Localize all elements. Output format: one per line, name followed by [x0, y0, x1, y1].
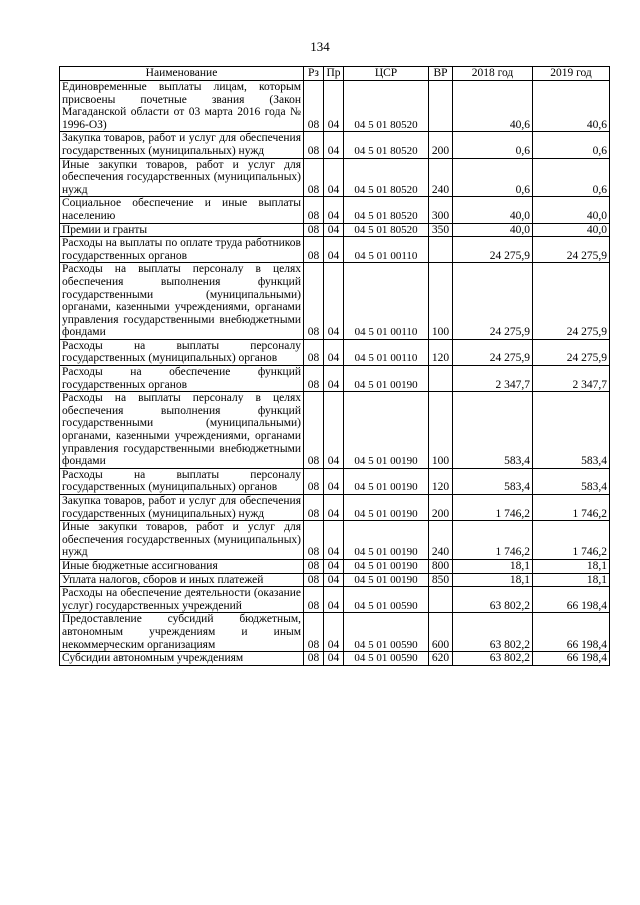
cell-2018: 18,1: [453, 559, 533, 573]
header-pr: Пр: [324, 67, 344, 81]
cell-vr: [429, 237, 453, 263]
cell-csr: 04 5 01 80520: [344, 81, 429, 132]
table-row: [60, 468, 610, 494]
cell-csr: 04 5 01 00110: [344, 263, 429, 340]
cell-2019: 583,4: [533, 392, 610, 469]
cell-csr: 04 5 01 00110: [344, 339, 429, 365]
cell-2019: 0,6: [533, 158, 610, 197]
cell-name: Расходы на обеспечение функций государственных органов: [60, 366, 304, 392]
cell-2018: 40,0: [453, 197, 533, 223]
cell-name: Расходы на выплаты персоналу в целях обеспечения выполнения функций государственными (муниципальными) органами, казенными учреждениями, органами управления государственными внебюджетными фондами: [60, 263, 304, 340]
cell-vr: [429, 587, 453, 613]
table-row: [60, 652, 610, 666]
cell-vr: 200: [429, 132, 453, 158]
cell-pr: 04: [324, 613, 344, 652]
cell-2019: 40,6: [533, 81, 610, 132]
cell-2018: 40,6: [453, 81, 533, 132]
cell-2019: 0,6: [533, 132, 610, 158]
cell-rz: 08: [304, 468, 324, 494]
cell-2019: 18,1: [533, 573, 610, 587]
cell-name: Иные закупки товаров, работ и услуг для обеспечения государственных (муниципальных) нужд: [60, 158, 304, 197]
cell-name: Иные бюджетные ассигнования: [60, 559, 304, 573]
table-row: [60, 559, 610, 573]
cell-name: Расходы на выплаты по оплате труда работников государственных органов: [60, 237, 304, 263]
cell-vr: 850: [429, 573, 453, 587]
cell-csr: 04 5 01 00590: [344, 652, 429, 666]
cell-2019: 66 198,4: [533, 587, 610, 613]
cell-name: Расходы на выплаты персоналу государственных (муниципальных) органов: [60, 339, 304, 365]
cell-2018: 1 746,2: [453, 521, 533, 560]
cell-2018: 63 802,2: [453, 613, 533, 652]
cell-rz: 08: [304, 237, 324, 263]
cell-rz: 08: [304, 223, 324, 237]
cell-csr: 04 5 01 00590: [344, 613, 429, 652]
header-vr: ВР: [429, 67, 453, 81]
cell-csr: 04 5 01 80520: [344, 158, 429, 197]
cell-pr: 04: [324, 587, 344, 613]
table-row: [60, 587, 610, 613]
cell-rz: 08: [304, 652, 324, 666]
cell-name: Иные закупки товаров, работ и услуг для обеспечения государственных (муниципальных) нужд: [60, 521, 304, 560]
cell-vr: [429, 366, 453, 392]
table-row: [60, 158, 610, 197]
cell-2019: 2 347,7: [533, 366, 610, 392]
cell-vr: 100: [429, 263, 453, 340]
table-row: [60, 263, 610, 340]
cell-2019: 66 198,4: [533, 613, 610, 652]
cell-vr: 100: [429, 392, 453, 469]
cell-2018: 63 802,2: [453, 652, 533, 666]
table-header: [60, 67, 610, 81]
cell-name: Уплата налогов, сборов и иных платежей: [60, 573, 304, 587]
cell-rz: 08: [304, 366, 324, 392]
cell-vr: 120: [429, 468, 453, 494]
cell-rz: 08: [304, 81, 324, 132]
cell-csr: 04 5 01 80520: [344, 197, 429, 223]
cell-csr: 04 5 01 80520: [344, 223, 429, 237]
cell-2019: 1 746,2: [533, 521, 610, 560]
cell-name: Субсидии автономным учреждениям: [60, 652, 304, 666]
cell-2018: 583,4: [453, 392, 533, 469]
cell-rz: 08: [304, 495, 324, 521]
table-row: [60, 495, 610, 521]
table-row: [60, 237, 610, 263]
cell-rz: 08: [304, 132, 324, 158]
table-row: [60, 366, 610, 392]
cell-pr: 04: [324, 158, 344, 197]
table-row: [60, 573, 610, 587]
cell-vr: 240: [429, 158, 453, 197]
cell-pr: 04: [324, 652, 344, 666]
cell-vr: 800: [429, 559, 453, 573]
cell-csr: 04 5 01 00190: [344, 573, 429, 587]
header-2018: 2018 год: [453, 67, 533, 81]
cell-2018: 24 275,9: [453, 237, 533, 263]
cell-2018: 2 347,7: [453, 366, 533, 392]
budget-table: [59, 66, 610, 666]
table-row: [60, 132, 610, 158]
cell-pr: 04: [324, 223, 344, 237]
cell-2018: 0,6: [453, 158, 533, 197]
table-row: [60, 521, 610, 560]
table-row: [60, 197, 610, 223]
cell-2018: 1 746,2: [453, 495, 533, 521]
cell-pr: 04: [324, 559, 344, 573]
cell-rz: 08: [304, 197, 324, 223]
cell-vr: 300: [429, 197, 453, 223]
cell-csr: 04 5 01 00190: [344, 559, 429, 573]
cell-pr: 04: [324, 132, 344, 158]
cell-pr: 04: [324, 339, 344, 365]
cell-2019: 24 275,9: [533, 339, 610, 365]
header-name: Наименование: [60, 67, 304, 81]
cell-pr: 04: [324, 392, 344, 469]
cell-vr: [429, 81, 453, 132]
page-number: 134: [310, 39, 330, 54]
cell-2019: 66 198,4: [533, 652, 610, 666]
table-row: [60, 613, 610, 652]
cell-2019: 1 746,2: [533, 495, 610, 521]
table-body: [60, 81, 610, 666]
cell-rz: 08: [304, 521, 324, 560]
table-row: [60, 81, 610, 132]
cell-2019: 40,0: [533, 223, 610, 237]
cell-pr: 04: [324, 573, 344, 587]
cell-name: Премии и гранты: [60, 223, 304, 237]
cell-name: Социальное обеспечение и иные выплаты населению: [60, 197, 304, 223]
cell-2018: 40,0: [453, 223, 533, 237]
cell-pr: 04: [324, 237, 344, 263]
cell-2019: 24 275,9: [533, 263, 610, 340]
cell-rz: 08: [304, 587, 324, 613]
cell-rz: 08: [304, 158, 324, 197]
cell-rz: 08: [304, 392, 324, 469]
header-2019: 2019 год: [533, 67, 610, 81]
table-row: [60, 339, 610, 365]
cell-csr: 04 5 01 00590: [344, 587, 429, 613]
cell-pr: 04: [324, 263, 344, 340]
cell-pr: 04: [324, 521, 344, 560]
cell-rz: 08: [304, 613, 324, 652]
cell-pr: 04: [324, 495, 344, 521]
cell-csr: 04 5 01 80520: [344, 132, 429, 158]
cell-csr: 04 5 01 00190: [344, 468, 429, 494]
cell-vr: 120: [429, 339, 453, 365]
cell-rz: 08: [304, 339, 324, 365]
cell-2018: 24 275,9: [453, 263, 533, 340]
cell-name: Закупка товаров, работ и услуг для обеспечения государственных (муниципальных) нужд: [60, 495, 304, 521]
cell-2018: 63 802,2: [453, 587, 533, 613]
cell-2018: 24 275,9: [453, 339, 533, 365]
cell-csr: 04 5 01 00190: [344, 495, 429, 521]
cell-vr: 240: [429, 521, 453, 560]
cell-2019: 40,0: [533, 197, 610, 223]
cell-rz: 08: [304, 263, 324, 340]
cell-name: Предоставление субсидий бюджетным, автономным учреждениям и иным некоммерческим организациям: [60, 613, 304, 652]
cell-vr: 200: [429, 495, 453, 521]
cell-rz: 08: [304, 573, 324, 587]
cell-vr: 620: [429, 652, 453, 666]
cell-pr: 04: [324, 197, 344, 223]
cell-csr: 04 5 01 00190: [344, 392, 429, 469]
cell-name: Расходы на выплаты персоналу государственных (муниципальных) органов: [60, 468, 304, 494]
cell-name: Расходы на обеспечение деятельности (оказание услуг) государственных учреждений: [60, 587, 304, 613]
cell-vr: 350: [429, 223, 453, 237]
cell-name: Закупка товаров, работ и услуг для обеспечения государственных (муниципальных) нужд: [60, 132, 304, 158]
cell-vr: 600: [429, 613, 453, 652]
table-row: [60, 392, 610, 469]
cell-csr: 04 5 01 00190: [344, 366, 429, 392]
cell-2019: 18,1: [533, 559, 610, 573]
cell-name: Расходы на выплаты персоналу в целях обеспечения выполнения функций государственными (муниципальными) органами, казенными учреждениями, органами управления государственными внебюджетными фондами: [60, 392, 304, 469]
cell-2019: 24 275,9: [533, 237, 610, 263]
cell-name: Единовременные выплаты лицам, которым присвоены почетные звания (Закон Магаданской области от 03 марта 2016 года № 1996-ОЗ): [60, 81, 304, 132]
cell-2018: 583,4: [453, 468, 533, 494]
cell-rz: 08: [304, 559, 324, 573]
header-csr: ЦСР: [344, 67, 429, 81]
table-row: [60, 223, 610, 237]
cell-csr: 04 5 01 00190: [344, 521, 429, 560]
cell-pr: 04: [324, 468, 344, 494]
cell-csr: 04 5 01 00110: [344, 237, 429, 263]
cell-pr: 04: [324, 366, 344, 392]
cell-2018: 18,1: [453, 573, 533, 587]
cell-2019: 583,4: [533, 468, 610, 494]
cell-2018: 0,6: [453, 132, 533, 158]
cell-pr: 04: [324, 81, 344, 132]
header-rz: Рз: [304, 67, 324, 81]
